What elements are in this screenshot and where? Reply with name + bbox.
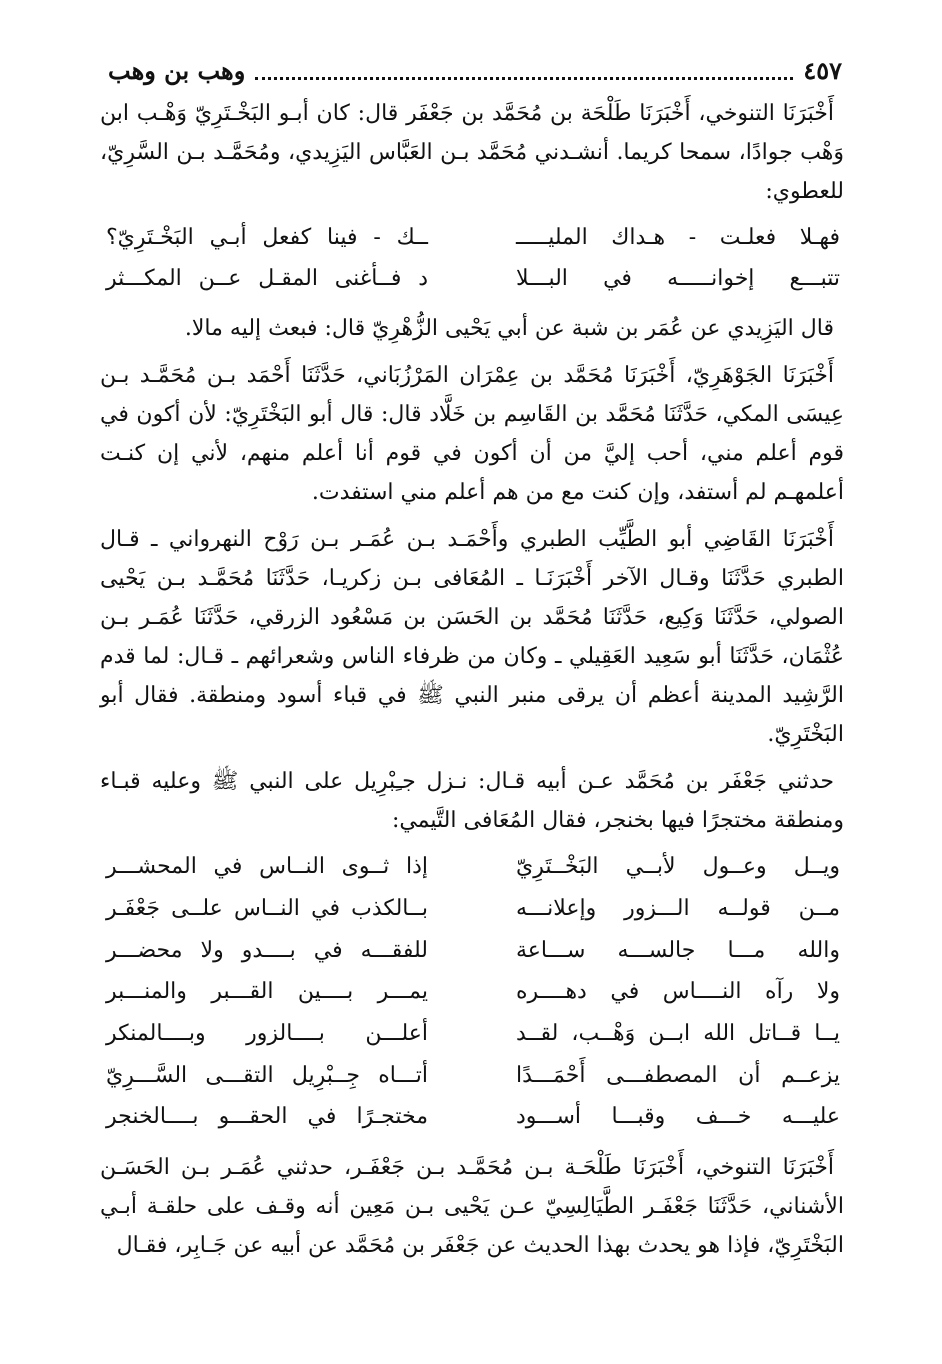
verse-first-hemistich: والله مـــا جالســـه ســـاعة (516, 937, 840, 963)
verse-line (100, 1013, 844, 1055)
verse-line (100, 888, 844, 930)
verse-line (100, 1096, 844, 1138)
paragraph: حدثني جَعْفَر بن مُحَمَّد عـن أبيه قـال: نـزل جـِبْرِيل على النبي ﷺ وعليه قبـاء ومنطقة مختجرًا فيها بخنجر، فقال المُعَافى التَّيمي: (100, 769, 844, 833)
poem-block (100, 217, 844, 299)
verse-second-hemistich: أعلـــن بــــالزور وبــــالمنكر (106, 1021, 428, 1047)
dotted-leader (255, 61, 793, 80)
verse-line (100, 846, 844, 888)
page-number: ٤٥٧ (803, 55, 842, 85)
verse-second-hemistich: أتـــاه جِــبْرِيل التقـــى السَّـــرِيّ (106, 1062, 428, 1088)
verse-second-hemistich: بــالكذب في النــاس علــى جَعْفَـر (106, 896, 428, 922)
verse-first-hemistich: تتبـــع إخوانـــــه في البـــلا (516, 266, 840, 291)
verse-line (100, 1054, 844, 1096)
paragraph: أَخْبَرَنَا الجَوْهَرِيّ، أَخْبَرَنَا مُحَمَّد بن عِمْرَان المَرْزُبَاني، حَدَّثَنَا أَحْمَد بـن مُحَمَّـد بـن عِيسَى المكي، حَدَّثَنَا مُحَمَّد بن القَاسِم بن خَلَّاد قال: قال أبو البَخْتَرِيّ: لأن أكون في قوم أعلم مني، أحب إليَّ من أن أكون في قوم أنا أعلم منهم، لأني إن كنـت أعلمهـم لم أستفد، وإن كنت مع من هم أعلم مني استفدت. (100, 363, 844, 505)
verse-first-hemistich: يزعــم أن المصطفـــى أَحْمَـــدًا (516, 1062, 840, 1088)
verse-first-hemistich: ولا رآه النــــاس في دهــــره (516, 979, 840, 1005)
verse-line (100, 217, 844, 258)
page-body (100, 94, 844, 1273)
verse-line (100, 929, 844, 971)
paragraph: أَخْبَرَنَا التنوخي، أَخْبَرَنَا طَلْحَة بن مُحَمَّد بن جَعْفَر قال: كان أبـو البَخْـتَرِيّ وَهْـب ابن وَهْب جوادًا، سمحا كريما. أنشـدني مُحَمَّد بـن العَبَّاس اليَزِيدي، ومُحَمَّـد بـن السَّرِيّ، للعطوي: (100, 101, 844, 204)
verse-first-hemistich: عليـــه خـــف وقبـــا أســـود (516, 1104, 840, 1130)
verse-second-hemistich: للفقـــه في بــــدو ولا محضـــر (106, 937, 428, 963)
verse-second-hemistich: يمـــر بــــين القـــبر والمنـــبر (106, 979, 428, 1005)
verse-first-hemistich: ويــل وعــول لأبــي البَخْــتَرِيّ (516, 854, 840, 880)
verse-first-hemistich: فهـلا فعلـت - هـداك المليـــــ (516, 225, 840, 250)
paragraph: أَخْبَرَنَا القَاضِي أبو الطَّيِّب الطبري وأَحْمَـد بـن عُمَـر بـن رَوْح النهرواني ـ قـال الطبري حَدَّثَنَا وقـال الآخر أَخْبَرَنَـا ـ المُعَافى بـن زكريـا، حَدَّثَنَا مُحَمَّـد بـن يَحْيى الصولي، حَدَّثَنَا وَكِيع، حَدَّثَنَا مُحَمَّد بن الحَسَن بن مَسْعُود الزرقي، حَدَّثَنَا عُمَـر بـن عُثْمَان، حَدَّثَنَا أبو سَعِيد العَقِيلي ـ وكان من ظرفاء الناس وشعرائهم ـ قـال: لما قدم الرَّشِيد المدينة أعظم أن يرقى منبر النبي ﷺ في قباء أسود ومنطقة. فقال أبو البَخْتَرِيّ. (100, 527, 844, 747)
verse-first-hemistich: مــن قولــه الـــزور وإعلانـــه (516, 896, 840, 922)
verse-line (100, 258, 844, 299)
verse-second-hemistich: إذا ثــوى النــاس في المحشـــر (106, 854, 428, 880)
verse-second-hemistich: مختجـرًا في الحقـــو بــــالخنجر (106, 1104, 428, 1130)
running-header (108, 50, 842, 90)
paragraph: قال اليَزِيدي عن عُمَر بن شبة عن أبي يَحْيى الزُّهْرِيّ قال: فبعث إليه مالا. (184, 316, 834, 341)
verse-first-hemistich: يــا قــاتل الله ابــن وَهْــب، لقــد (516, 1021, 840, 1047)
verse-second-hemistich: د فــأغنى المقـل عــن المكـــثر (106, 266, 428, 291)
verse-second-hemistich: ــك - فينا كفعل أبـي البَخْـتَرِيّ؟ (106, 225, 428, 250)
poem-block (100, 846, 844, 1138)
paragraph: أَخْبَرَنَا التنوخي، أَخْبَرَنَا طَلْحَـة بـن مُحَمَّـد بـن جَعْفَـر، حدثني عُمَـر بـن الحَسَـن الأشناني، حَدَّثَنَا جَعْفَـر الطَّيَالِسِيّ عـن يَحْيى بـن مَعِين أنه وقـف على حلقـة أبـي البَخْتَرِيّ، فإذا هو يحدث بهذا الحديث عن جَعْفَر بن مُحَمَّد عن أبيه عن جَـابِر، فقـال (100, 1154, 844, 1258)
verse-line (100, 971, 844, 1013)
running-title: وهب بن وهب (108, 55, 246, 85)
